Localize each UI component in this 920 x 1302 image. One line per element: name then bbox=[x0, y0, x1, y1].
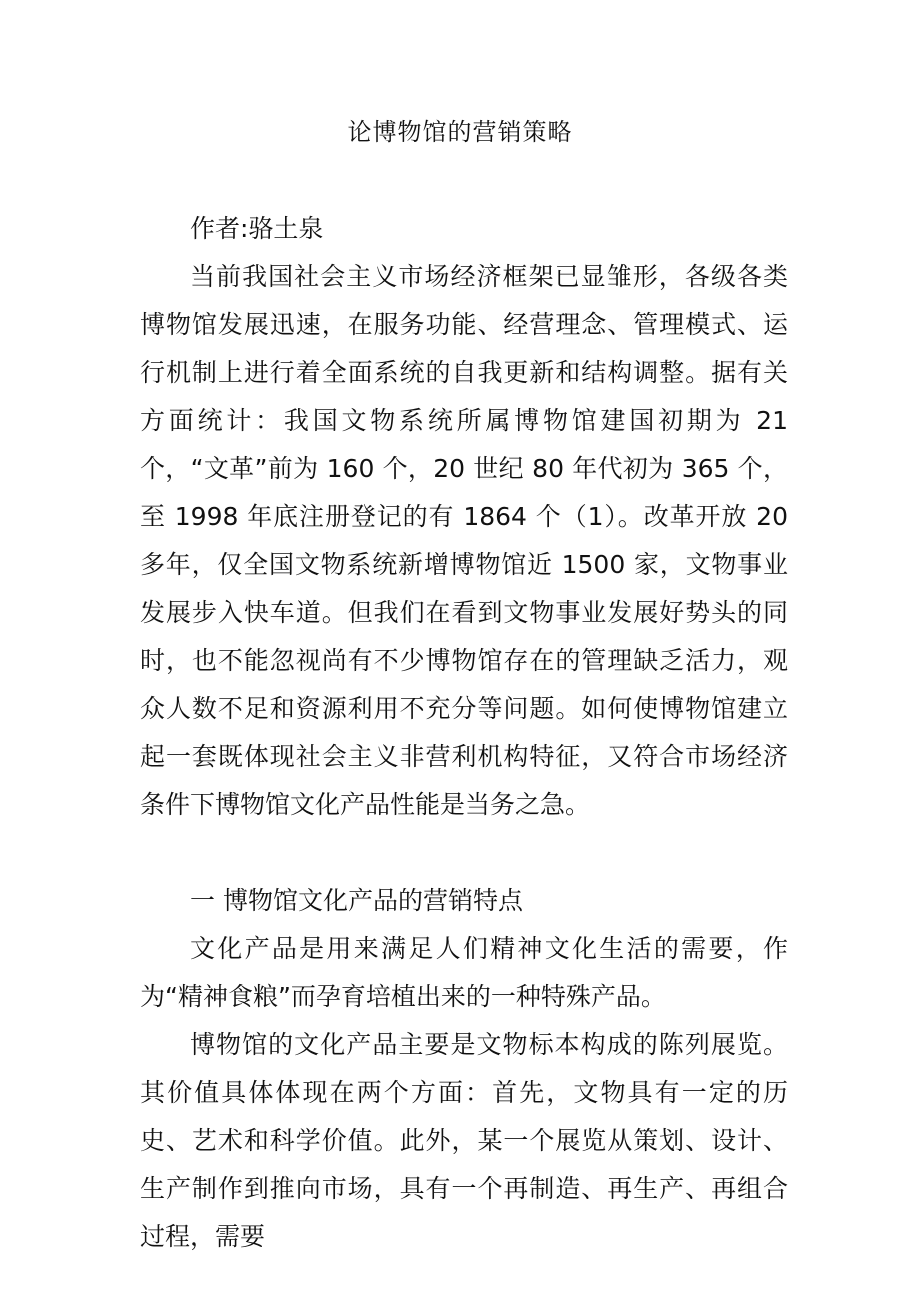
document-title: 论博物馆的营销策略 bbox=[347, 118, 573, 146]
intro-paragraph: 当前我国社会主义市场经济框架已显雏形，各级各类博物馆发展迅速，在服务功能、经营理念、管理模式、运行机制上进行着全面系统的自我更新和结构调整。据有关方面统计：我国文物系统所属博物馆建国初期为 21 个，“文革”前为 160 个，20 世纪 80 年代初为 365 个，至 1998 年底注册登记的有 1864 个（1）。改革开放 20 多年，仅全国文物系统新增博物馆近 1500 家，文物事业发展步入快车道。但我们在看到文物事业发展好势头的同时，也不能忽视尚有不少博物馆存在的管理缺乏活力，观众人数不足和资源利用不充分等问题。如何使博物馆建立起一套既体现社会主义非营利机构特征，又符合市场经济条件下博物馆文化产品性能是当务之急。 bbox=[140, 262, 788, 819]
section-heading: 一 博物馆文化产品的营销特点 bbox=[190, 886, 523, 915]
section-paragraph: 博物馆的文化产品主要是文物标本构成的陈列展览。其价值具体体现在两个方面：首先，文物具有一定的历史、艺术和科学价值。此外，某一个展览从策划、设计、生产制作到推向市场，具有一个再制造、再生产、再组合过程，需要 bbox=[140, 1030, 788, 1251]
paragraph-spacer bbox=[140, 829, 788, 877]
author-line: 作者:骆土泉 bbox=[190, 214, 324, 243]
section-paragraph: 文化产品是用来满足人们精神文化生活的需要，作为“精神食粮”而孕育培植出来的一种特殊产品。 bbox=[140, 934, 788, 1011]
document-body bbox=[140, 205, 788, 1261]
